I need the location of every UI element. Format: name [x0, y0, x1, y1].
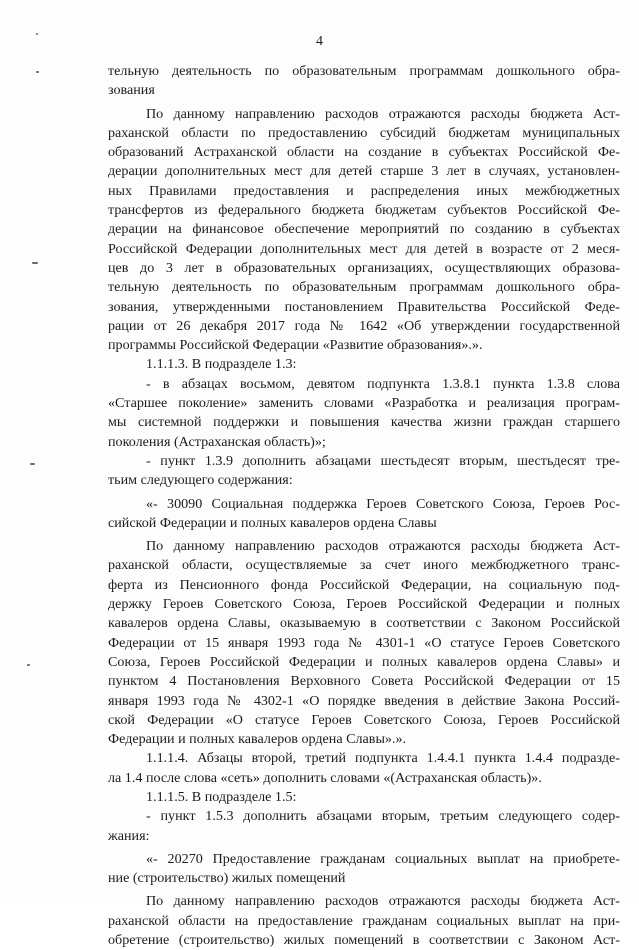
- text-line: поколения (Астраханская область)»;: [108, 433, 326, 450]
- text-line: зования, утвержденными постановлением Правительства Российской Феде-: [108, 298, 620, 315]
- text-line: тельную деятельность по образовательным программам дошкольного обра-: [108, 63, 620, 79]
- text-line: тельную деятельность по образовательным программам дошкольного обра-: [108, 279, 620, 296]
- text-line: «- 30090 Социальная поддержка Героев Советского Союза, Героев Рос-: [146, 495, 620, 512]
- text-line: зования: [108, 82, 155, 99]
- document-body: [108, 62, 620, 950]
- text-line: 1.1.1.4. Абзацы второй, третий подпункта 1.4.4.1 пункта 1.4.4 подразде-: [146, 750, 620, 767]
- text-line: раханской области по предоставлению субсидий бюджетам муниципальных: [108, 124, 620, 141]
- text-line: ферта из Пенсионного фонда Российской Федерации, на социальную под-: [108, 576, 620, 593]
- scan-mark: [27, 664, 30, 666]
- text-line: кавалеров ордена Славы, оказываемую в соответствии с Законом Российской: [108, 615, 620, 632]
- text-line: По данному направлению расходов отражаются расходы бюджета Аст-: [146, 105, 620, 122]
- text-line: По данному направлению расходов отражаются расходы бюджета Аст-: [146, 538, 620, 555]
- text-line: - в абзацах восьмом, девятом подпункта 1.3.8.1 пункта 1.3.8 слова: [146, 375, 620, 392]
- text-line: 1.1.1.5. В подразделе 1.5:: [146, 788, 297, 805]
- text-line: ской Федерации «О статусе Героев Советского Союза, Героев Российской: [108, 711, 620, 728]
- text-line: января 1993 года № 4302-1 «О порядке введения в действие Закона Россий-: [108, 692, 620, 709]
- text-line: Федерации и полных кавалеров ордена Славы».».: [108, 731, 407, 748]
- text-line: Российской Федерации дополнительных мест для детей в возрасте от 2 меся-: [108, 240, 620, 257]
- text-line: мы системной поддержки и повышения качества жизни граждан старшего: [108, 414, 620, 431]
- text-line: трансфертов из федерального бюджета бюджетам субъектов Российской Фе-: [108, 202, 620, 219]
- text-line: рации от 26 декабря 2017 года № 1642 «Об утверждении государственной: [108, 317, 620, 334]
- text-line: - пункт 1.3.9 дополнить абзацами шестьдесят вторым, шестьдесят тре-: [146, 452, 620, 469]
- text-line: раханской области, осуществляемые за счет иного межбюджетного транс-: [108, 557, 620, 574]
- text-line: дерации дополнительных мест для детей старше 3 лет в случаях, установлен-: [108, 163, 620, 180]
- scan-mark: [36, 33, 38, 35]
- page-number: 4: [316, 34, 323, 49]
- text-line: держку Героев Советского Союза, Героев Российской Федерации и полных: [108, 596, 620, 613]
- text-line: Союза, Героев Российской Федерации и полных кавалеров ордена Славы» и: [108, 653, 620, 670]
- text-line: обретение (строительство) жилых помещений в соответствии с Законом Аст-: [108, 932, 620, 949]
- text-line: образований Астраханской области на создание в субъектах Российской Фе-: [108, 144, 620, 161]
- text-line: раханской области на предоставление гражданам социальных выплат на при-: [108, 912, 620, 929]
- text-line: ние (строительство) жилых помещений: [108, 870, 346, 887]
- text-line: «Старшее поколение» заменить словами «Разработка и реализация програм-: [108, 395, 620, 412]
- text-line: жания:: [108, 827, 150, 844]
- text-line: «- 20270 Предоставление гражданам социальных выплат на приобрете-: [146, 850, 620, 867]
- text-line: сийской Федерации и полных кавалеров ордена Славы: [108, 514, 437, 531]
- text-line: По данному направлению расходов отражаются расходы бюджета Аст-: [146, 893, 620, 910]
- text-line: программы Российской Федерации «Развитие образования».».: [108, 337, 483, 354]
- text-line: 1.1.1.3. В подразделе 1.3:: [146, 356, 297, 373]
- text-line: ла 1.4 после слова «сеть» дополнить словами «(Астраханская область)».: [108, 769, 542, 786]
- scan-mark: [32, 262, 38, 264]
- text-line: дерации на финансовое обеспечение мероприятий по созданию в субъектах: [108, 221, 620, 238]
- text-line: - пункт 1.5.3 дополнить абзацами вторым, третьим следующего содер-: [146, 808, 620, 825]
- text-line: Федерации от 15 января 1993 года № 4301-1 «О статусе Героев Советского: [108, 634, 620, 651]
- text-line: ных Правилами предоставления и распределения иных межбюджетных: [108, 182, 620, 199]
- text-line: пунктом 4 Постановления Верховного Совета Российской Федерации от 15: [108, 673, 620, 690]
- scan-mark: [36, 71, 39, 73]
- scan-mark: [30, 463, 35, 465]
- text-line: тьим следующего содержания:: [108, 472, 293, 489]
- text-line: цев до 3 лет в образовательных организациях, осуществляющих образова-: [108, 259, 620, 276]
